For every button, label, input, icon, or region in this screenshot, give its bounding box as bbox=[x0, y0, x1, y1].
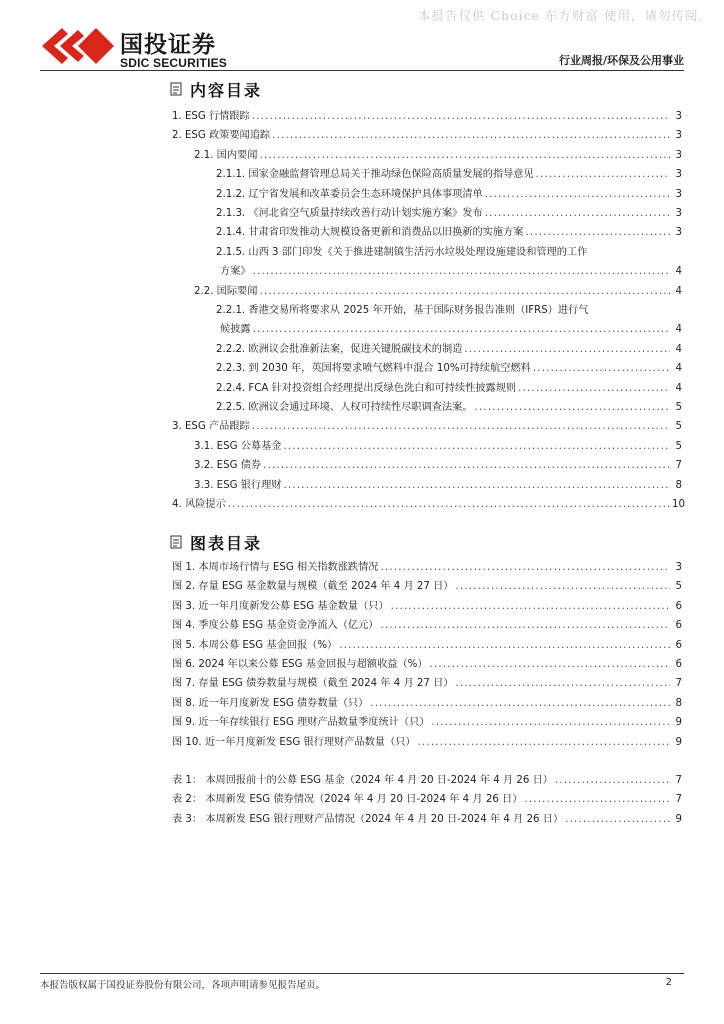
contents-entry-page: 3 bbox=[675, 227, 682, 239]
table-entry-page: 7 bbox=[675, 794, 682, 806]
contents-entry-page: 7 bbox=[675, 460, 682, 472]
leader-dots bbox=[263, 459, 670, 473]
contents-entry-page: 3 bbox=[675, 111, 682, 122]
contents-entry-page: 4 bbox=[675, 266, 682, 278]
leader-dots bbox=[485, 188, 670, 202]
contents-entry-title: 2.1.4. 甘肃省印发推动大规模设备更新和消费品以旧换新的实施方案 bbox=[216, 227, 524, 239]
leader-dots bbox=[536, 168, 670, 182]
contents-entry[interactable] bbox=[216, 203, 682, 221]
page-number: 2 bbox=[665, 977, 672, 988]
contents-entry-title: 2.2.1. 香港交易所将要求从 2025 年开始，基于国际财务报告准则（IFRS）进行气 bbox=[216, 305, 589, 316]
figure-entry-title: 图 1. 本周市场行情与 ESG 相关指数涨跌情况 bbox=[172, 562, 379, 573]
copyright-notice: 本报告版权属于国投证券股份有限公司，各项声明请参见报告尾页。 bbox=[40, 980, 326, 991]
table-entry-page: 7 bbox=[675, 775, 682, 786]
contents-title: 内容目录 bbox=[190, 80, 263, 100]
contents-entry[interactable] bbox=[172, 494, 685, 512]
figure-entry-page: 5 bbox=[675, 581, 682, 593]
contents-entry-title: 方案》 bbox=[220, 266, 251, 278]
contents-entry-title: 2.2.5. 欧洲议会通过环境、人权可持续性尽职调查法案。 bbox=[216, 402, 473, 413]
report-category: 行业周报/环保及公用事业 bbox=[558, 54, 684, 67]
document-icon bbox=[170, 535, 182, 549]
contents-entry[interactable] bbox=[216, 184, 682, 202]
leader-dots bbox=[455, 677, 670, 691]
figure-entry-title: 图 4. 季度公募 ESG 基金资金净流入（亿元） bbox=[172, 620, 379, 632]
contents-entry[interactable] bbox=[194, 436, 682, 454]
figure-entry-page: 6 bbox=[675, 639, 682, 651]
contents-entry-title: 2.2.2. 欧洲议会批准新法案，促进关键脱碳技术的制造 bbox=[216, 343, 463, 355]
contents-entry-page: 5 bbox=[675, 440, 682, 452]
leader-dots bbox=[380, 619, 670, 633]
leader-dots bbox=[555, 774, 670, 788]
contents-entry-title: 2.1.3. 《河北省空气质量持续改善行动计划实施方案》发布 bbox=[216, 208, 483, 219]
contents-entry-title: 候披露 bbox=[220, 324, 251, 336]
figure-entry-page: 8 bbox=[675, 697, 682, 709]
leader-dots bbox=[418, 736, 670, 750]
figure-entry-page: 6 bbox=[675, 600, 682, 612]
leader-dots bbox=[518, 382, 670, 396]
figure-entry[interactable] bbox=[172, 673, 682, 691]
contents-entry-title: 3.1. ESG 公募基金 bbox=[194, 440, 282, 452]
contents-entry-page: 10 bbox=[672, 499, 685, 510]
contents-entry[interactable] bbox=[216, 397, 682, 415]
leader-dots bbox=[533, 362, 670, 376]
figure-entry[interactable] bbox=[172, 712, 682, 730]
leader-dots bbox=[283, 479, 670, 493]
contents-entry-title: 3. ESG 产品跟踪 bbox=[172, 421, 250, 433]
figure-entry[interactable] bbox=[172, 557, 682, 575]
contents-entry[interactable] bbox=[194, 281, 682, 299]
figure-entry-title: 图 5. 本周公募 ESG 基金回报（%） bbox=[172, 639, 338, 651]
contents-entry-title: 2.2.3. 到 2030 年，英国将要求喷气燃料中混合 10%可持续航空燃料 bbox=[216, 363, 531, 375]
logo-mark-icon bbox=[40, 24, 116, 68]
leader-dots bbox=[253, 265, 670, 279]
leader-dots bbox=[259, 149, 670, 163]
contents-entry-title: 2. ESG 政策要闻追踪 bbox=[172, 130, 271, 142]
leader-dots bbox=[455, 580, 670, 594]
contents-entry[interactable] bbox=[220, 319, 682, 337]
contents-entry-page: 4 bbox=[675, 343, 682, 355]
company-logo bbox=[40, 24, 260, 76]
leader-dots bbox=[253, 323, 670, 337]
figure-entry-page: 7 bbox=[675, 678, 682, 690]
leader-dots bbox=[485, 207, 670, 221]
figure-entry[interactable] bbox=[172, 654, 682, 672]
contents-entry[interactable] bbox=[194, 145, 682, 163]
table-entry-title: 表 2： 本周新发 ESG 债券情况（2024 年 4 月 20 日-2024 年 4 月 26 日） bbox=[172, 794, 523, 806]
figure-entry[interactable] bbox=[172, 635, 682, 653]
figure-entry-title: 图 7. 存量 ESG 债券数量与规模（截至 2024 年 4 月 27 日） bbox=[172, 678, 454, 690]
leader-dots bbox=[339, 639, 670, 653]
figure-entry-title: 图 3. 近一年月度新发公募 ESG 基金数量（只） bbox=[172, 600, 389, 612]
contents-entry-page: 4 bbox=[675, 324, 682, 336]
contents-entry-page: 3 bbox=[675, 208, 682, 219]
leader-dots bbox=[228, 498, 670, 512]
logo-english-name: SDIC SECURITIES bbox=[120, 56, 228, 70]
figure-entry-title: 图 2. 存量 ESG 基金数量与规模（截至 2024 年 4 月 27 日） bbox=[172, 581, 454, 593]
document-icon bbox=[170, 82, 182, 96]
contents-entry-page: 8 bbox=[675, 479, 682, 491]
logo-chinese-name: 国投证券 bbox=[120, 32, 216, 58]
contents-entry-page: 4 bbox=[675, 363, 682, 375]
table-entry[interactable] bbox=[172, 770, 682, 788]
figure-entry[interactable] bbox=[172, 732, 682, 750]
contents-entry-page: 4 bbox=[675, 285, 682, 297]
figure-entry-page: 9 bbox=[675, 717, 682, 729]
figure-entry-page: 3 bbox=[675, 562, 682, 573]
contents-entry[interactable] bbox=[172, 125, 682, 143]
table-entry[interactable] bbox=[172, 809, 682, 827]
contents-entry-page: 3 bbox=[675, 149, 682, 161]
contents-entry-title: 2.1.2. 辽宁省发展和改革委员会生态环境保护具体事项清单 bbox=[216, 188, 483, 200]
leader-dots bbox=[525, 226, 670, 240]
header-divider bbox=[40, 70, 684, 71]
figure-entry-page: 6 bbox=[675, 620, 682, 632]
table-entry-title: 表 3： 本周新发 ESG 银行理财产品情况（2024 年 4 月 20 日-2024 年 4 月 26 日） bbox=[172, 813, 564, 825]
figure-entry[interactable] bbox=[172, 693, 682, 711]
figure-entry-title: 图 8. 近一年月度新发 ESG 债券数量（只） bbox=[172, 697, 369, 709]
leader-dots bbox=[370, 697, 670, 711]
leader-dots bbox=[430, 658, 670, 672]
figure-entry[interactable] bbox=[172, 596, 682, 614]
figure-entry-page: 6 bbox=[675, 659, 682, 670]
contents-entry[interactable] bbox=[216, 358, 682, 376]
contents-entry[interactable] bbox=[216, 222, 682, 240]
figure-entry[interactable] bbox=[172, 615, 682, 633]
contents-entry[interactable] bbox=[216, 378, 682, 396]
leader-dots bbox=[272, 129, 670, 143]
leader-dots bbox=[475, 401, 670, 415]
figure-entry-title: 图 9. 近一年存续银行 ESG 理财产品数量季度统计（只） bbox=[172, 717, 430, 729]
contents-entry-title: 2.1.5. 山西 3 部门印发《关于推进建制镇生活污水垃圾处理设施建设和管理的工作 bbox=[216, 246, 588, 258]
contents-entry[interactable] bbox=[216, 242, 682, 260]
leader-dots bbox=[464, 343, 670, 357]
leader-dots bbox=[524, 793, 670, 807]
leader-dots bbox=[252, 110, 670, 124]
contents-entry-page: 4 bbox=[675, 382, 682, 394]
figure-entry-title: 图 6. 2024 年以来公募 ESG 基金回报与超额收益（%） bbox=[172, 659, 428, 670]
leader-dots bbox=[380, 561, 670, 575]
contents-entry[interactable] bbox=[172, 106, 682, 124]
table-entry-page: 9 bbox=[675, 813, 682, 825]
contents-entry[interactable] bbox=[216, 164, 682, 182]
figures-heading bbox=[170, 531, 262, 553]
leader-dots bbox=[565, 813, 670, 827]
contents-entry-page: 3 bbox=[675, 169, 682, 181]
contents-entry[interactable] bbox=[194, 475, 682, 493]
leader-dots bbox=[283, 440, 670, 454]
contents-entry-title: 3.2. ESG 债券 bbox=[194, 460, 262, 472]
contents-entry-title: 3.3. ESG 银行理财 bbox=[194, 479, 282, 491]
contents-entry-title: 2.2.4. FCA 针对投资组合经理提出反绿色洗白和可持续性披露规则 bbox=[216, 382, 517, 394]
contents-entry-title: 2.1.1. 国家金融监督管理总局关于推动绿色保险高质量发展的指导意见 bbox=[216, 169, 534, 181]
watermark: 本报告仅供 Choice 东方财富 使用，请勿传阅。 bbox=[418, 8, 712, 23]
contents-entry-page: 3 bbox=[675, 130, 682, 142]
contents-entry-page: 3 bbox=[675, 188, 682, 200]
contents-entry[interactable] bbox=[172, 416, 682, 434]
contents-entry[interactable] bbox=[194, 455, 682, 473]
contents-entry-title: 2.2. 国际要闻 bbox=[194, 285, 258, 297]
contents-entry-page: 5 bbox=[675, 402, 682, 413]
contents-entry-title: 4. 风险提示 bbox=[172, 499, 226, 510]
footer-divider bbox=[40, 973, 684, 974]
table-entry-title: 表 1： 本周回报前十的公募 ESG 基金（2024 年 4 月 20 日-2024 年 4 月 26 日） bbox=[172, 775, 553, 786]
figures-title: 图表目录 bbox=[190, 533, 263, 553]
figure-entry[interactable] bbox=[172, 576, 682, 594]
contents-entry-title: 1. ESG 行情跟踪 bbox=[172, 111, 250, 122]
figure-entry-title: 图 10. 近一年月度新发 ESG 银行理财产品数量（只） bbox=[172, 736, 416, 748]
figure-entry-page: 9 bbox=[675, 736, 682, 748]
leader-dots bbox=[259, 285, 670, 299]
contents-entry[interactable] bbox=[216, 300, 682, 318]
contents-entry[interactable] bbox=[220, 261, 682, 279]
leader-dots bbox=[431, 716, 670, 730]
table-entry[interactable] bbox=[172, 789, 682, 807]
contents-entry-page: 5 bbox=[675, 421, 682, 433]
leader-dots bbox=[391, 600, 670, 614]
contents-entry[interactable] bbox=[216, 339, 682, 357]
contents-entry-title: 2.1. 国内要闻 bbox=[194, 149, 258, 161]
contents-heading bbox=[170, 78, 262, 100]
leader-dots bbox=[252, 420, 670, 434]
